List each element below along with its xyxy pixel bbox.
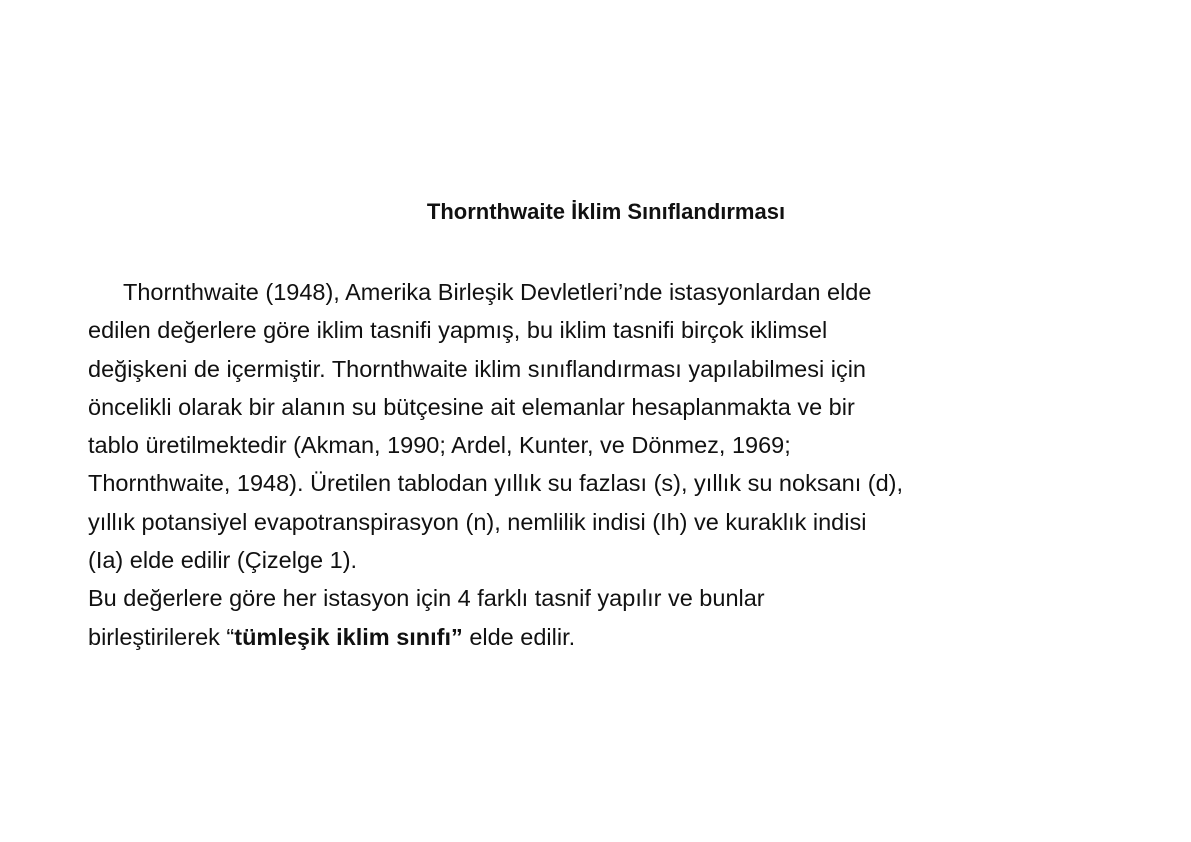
page-title: Thornthwaite İklim Sınıflandırması [426, 199, 786, 224]
line-10-text-before: birleştirilerek “ [88, 623, 235, 650]
paragraph-line-7: yıllık potansiyel evapotranspirasyon (n), nemlilik indisi (Ih) ve kuraklık indisi [88, 508, 867, 535]
paragraph-line-9: Bu değerlere göre her istasyon için 4 farklı tasnif yapılır ve bunlar [88, 585, 765, 612]
body-paragraph [88, 273, 1118, 656]
paragraph-line-10 [88, 618, 1118, 656]
line-10-text-after: elde edilir. [462, 623, 576, 650]
paragraph-line-3: değişkeni de içermiştir. Thornthwaite iklim sınıflandırması yapılabilmesi için [88, 355, 866, 382]
emphasis-term: tümleşik iklim sınıfı” [234, 623, 463, 650]
paragraph-line-2: edilen değerlere göre iklim tasnifi yapmış, bu iklim tasnifi birçok iklimsel [88, 317, 828, 344]
paragraph-line-4: öncelikli olarak bir alanın su bütçesine ait elemanlar hesaplanmakta ve bir [88, 393, 855, 420]
paragraph-line-6: Thornthwaite, 1948). Üretilen tablodan yıllık su fazlası (s), yıllık su noksanı (d), [88, 470, 904, 497]
paragraph-line-8: (Ia) elde edilir (Çizelge 1). [88, 547, 358, 574]
paragraph-line-5: tablo üretilmektedir (Akman, 1990; Ardel, Kunter, ve Dönmez, 1969; [88, 432, 791, 459]
paragraph-line-1: Thornthwaite (1948), Amerika Birleşik Devletleri’nde istasyonlardan elde [123, 279, 872, 305]
